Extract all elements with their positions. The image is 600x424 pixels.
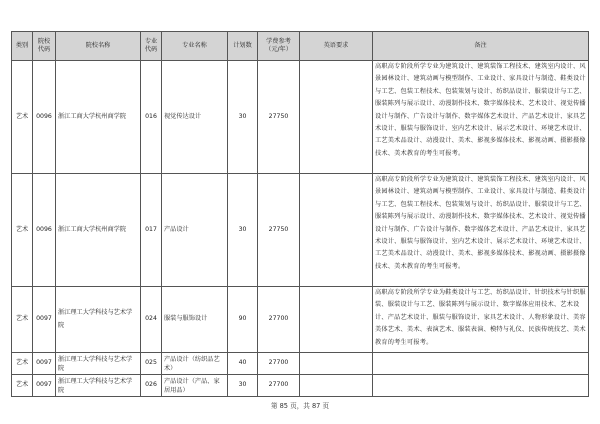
cell-english-requirement — [300, 61, 373, 174]
cell-category: 艺术 — [12, 174, 33, 287]
table-header-row — [12, 32, 589, 61]
cell-plan-count: 90 — [228, 287, 258, 353]
cell-school-code: 0097 — [33, 375, 56, 397]
cell-english-requirement — [300, 375, 373, 397]
cell-school-code: 0097 — [33, 353, 56, 375]
cell-plan-count: 30 — [228, 174, 258, 287]
table-row — [12, 61, 589, 174]
header-tuition: 学费参考（元/年） — [258, 32, 300, 61]
cell-school-name: 浙江工商大学杭州商学院 — [56, 174, 141, 287]
cell-notes: 高职高专阶段所学专业为鞋类设计与工艺、纺织品设计、针织技术与针织服装、服装设计与工艺、服装陈列与展示设计、数字媒体应用技术、艺术设计、产品艺术设计、服装与服饰设计、家具艺术设计、人物形象设计、美容美体艺术、美术、表演艺术、服装表演、模特与礼仪、民族传统技艺、美术教育的考生可报考。 — [373, 287, 589, 353]
header-plan-count: 计划数 — [228, 32, 258, 61]
cell-major-name: 服装与服饰设计 — [162, 287, 228, 353]
header-major-name: 专业名称 — [162, 32, 228, 61]
cell-tuition: 27700 — [258, 353, 300, 375]
cell-major-code: 024 — [141, 287, 162, 353]
table-row — [12, 174, 589, 287]
cell-major-code: 026 — [141, 375, 162, 397]
cell-notes: 高职高专阶段所学专业为建筑设计、建筑装饰工程技术、建筑室内设计、风景园林设计、建筑动画与模型制作、工业设计、家具设计与制造、鞋类设计与工艺、包装工程技术、包装策划与设计、纺织品设计、服装设计与工艺、服装陈列与展示设计、动漫制作技术、数字媒体技术、艺术设计、视觉传播设计与制作、广告设计与制作、数字媒体艺术设计、产品艺术设计、家具艺术设计、服装与服饰设计、室内艺术设计、展示艺术设计、环境艺术设计、工艺美术品设计、动漫设计、美术、影视多媒体技术、影视动画、摄影摄像技术、美术教育的考生可报考。 — [373, 61, 589, 174]
header-school-name: 院校名称 — [56, 32, 141, 61]
cell-major-name: 产品设计（产品、家居用品） — [162, 375, 228, 397]
page-number: 第 85 页，共 87 页 — [270, 402, 330, 410]
cell-major-code: 017 — [141, 174, 162, 287]
cell-school-name: 浙江理工大学科技与艺术学院 — [56, 287, 141, 353]
cell-english-requirement — [300, 287, 373, 353]
cell-plan-count: 30 — [228, 375, 258, 397]
admissions-table — [11, 31, 589, 397]
cell-tuition: 27700 — [258, 375, 300, 397]
cell-notes: 高职高专阶段所学专业为建筑设计、建筑装饰工程技术、建筑室内设计、风景园林设计、建筑动画与模型制作、工业设计、家具设计与制造、鞋类设计与工艺、包装工程技术、包装策划与设计、纺织品设计、服装设计与工艺、服装陈列与展示设计、动漫制作技术、数字媒体技术、艺术设计、视觉传播设计与制作、广告设计与制作、数字媒体艺术设计、产品艺术设计、家具艺术设计、服装与服饰设计、室内艺术设计、展示艺术设计、环境艺术设计、工艺美术品设计、动漫设计、美术、影视多媒体技术、影视动画、摄影摄像技术、美术教育的考生可报考。 — [373, 174, 589, 287]
cell-category: 艺术 — [12, 375, 33, 397]
cell-category: 艺术 — [12, 287, 33, 353]
cell-major-name: 产品设计 — [162, 174, 228, 287]
cell-major-name: 视觉传达设计 — [162, 61, 228, 174]
cell-school-code: 0097 — [33, 287, 56, 353]
cell-school-name: 浙江理工大学科技与艺术学院 — [56, 353, 141, 375]
cell-major-name: 产品设计（纺织品艺术） — [162, 353, 228, 375]
cell-plan-count: 40 — [228, 353, 258, 375]
cell-tuition: 27750 — [258, 61, 300, 174]
cell-notes — [373, 375, 589, 397]
cell-school-name: 浙江工商大学杭州商学院 — [56, 61, 141, 174]
table-row — [12, 353, 589, 375]
cell-category: 艺术 — [12, 353, 33, 375]
header-english-requirement: 英语要求 — [300, 32, 373, 61]
cell-plan-count: 30 — [228, 61, 258, 174]
cell-notes — [373, 353, 589, 375]
header-major-code: 专业代码 — [141, 32, 162, 61]
table-row — [12, 287, 589, 353]
header-category: 类别 — [12, 32, 33, 61]
cell-school-code: 0096 — [33, 61, 56, 174]
cell-major-code: 025 — [141, 353, 162, 375]
cell-major-code: 016 — [141, 61, 162, 174]
table-row — [12, 375, 589, 397]
cell-school-code: 0096 — [33, 174, 56, 287]
cell-school-name: 浙江理工大学科技与艺术学院 — [56, 375, 141, 397]
header-school-code: 院校代码 — [33, 32, 56, 61]
cell-english-requirement — [300, 353, 373, 375]
header-notes: 备注 — [373, 32, 589, 61]
cell-tuition: 27750 — [258, 174, 300, 287]
cell-english-requirement — [300, 174, 373, 287]
cell-tuition: 27700 — [258, 287, 300, 353]
cell-category: 艺术 — [12, 61, 33, 174]
